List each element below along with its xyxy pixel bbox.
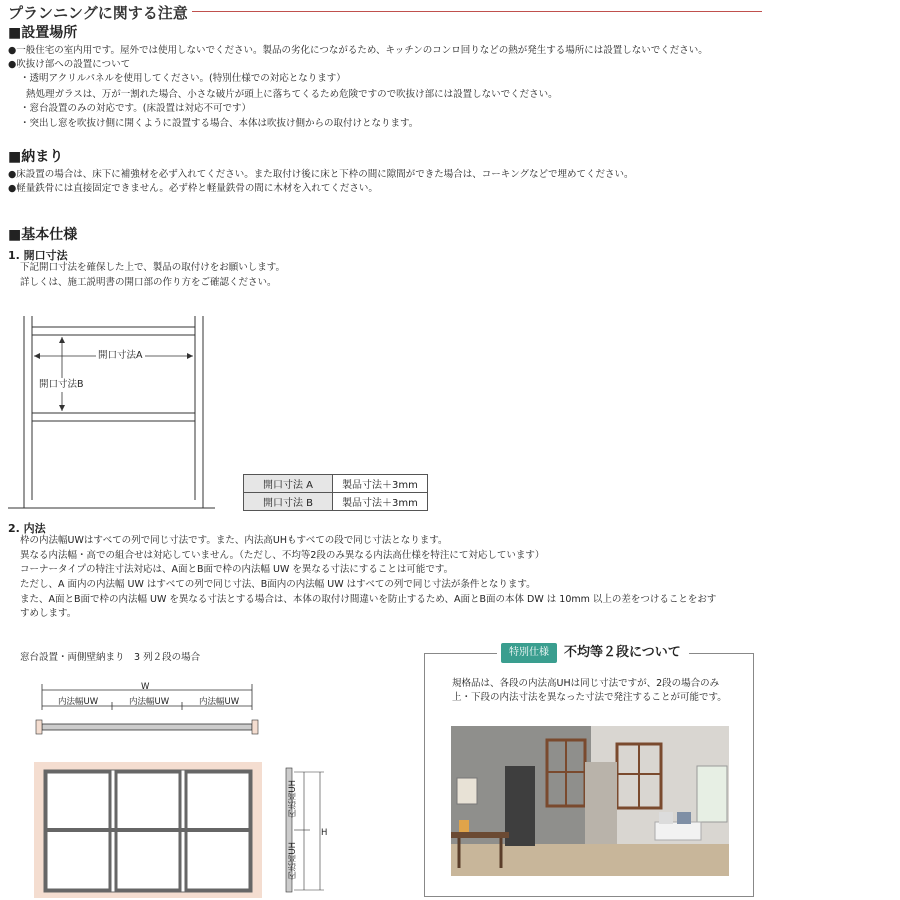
uh-label-1: 内法高UH <box>288 780 298 819</box>
table-row <box>244 475 428 493</box>
install-line-1: ●一般住宅の室内用です。屋外では使用しないでください。製品の劣化につながるため、キッチンのコンロ回りなどの熱が発生する場所には設置しないでください。 <box>8 45 708 56</box>
inner-line-4: ただし、A 面内の内法幅 UW はすべての列で同じ寸法、B面内の内法幅 UW はすべての列で同じ寸法が条件となります。 <box>20 579 536 590</box>
frame-elevation <box>34 762 262 898</box>
special-badge: 特別仕様 <box>501 643 557 663</box>
spec-value: 製品寸法＋3mm <box>333 475 428 493</box>
opening-spec-table <box>243 474 428 511</box>
spec-key: 開口寸法 B <box>244 493 333 511</box>
opening-line-1: 下記開口寸法を確保した上で、製品の取付けをお願いします。 <box>20 262 286 273</box>
room-photo <box>451 726 729 876</box>
special-box-top-rule <box>424 653 497 654</box>
install-line-5: ・窓台設置のみの対応です。(床設置は対応不可です） <box>20 103 251 114</box>
uh-label-2: 内法高UH <box>288 842 298 881</box>
install-heading: ■設置場所 <box>8 25 78 41</box>
page-title: プランニングに関する注意 <box>8 4 188 22</box>
opening-diagram <box>0 310 220 510</box>
inner-title: 2. 内法 <box>8 522 46 535</box>
special-box-top-rule <box>689 653 754 654</box>
diagram-caption: 窓台設置・両側壁納まり 3 列２段の場合 <box>20 652 201 663</box>
spec-key: 開口寸法 A <box>244 475 333 493</box>
spec-heading: ■基本仕様 <box>8 227 78 243</box>
plan-diagram <box>30 680 270 740</box>
install-line-3: ・透明アクリルパネルを使用してください。(特別仕様での対応となります） <box>20 73 346 84</box>
opening-line-2: 詳しくは、施工説明書の開口部の作り方をご確認ください。 <box>20 277 277 288</box>
spec-value: 製品寸法＋3mm <box>333 493 428 511</box>
opening-label-a: 開口寸法A <box>98 350 143 361</box>
opening-title: 1. 開口寸法 <box>8 249 68 262</box>
inner-line-5: また、A面とB面で枠の内法幅 UW を異なる寸法とする場合は、本体の取付け間違いを防止するため、A面とB面の本体 DW は 10mm 以上の差をつけることをおす <box>20 594 717 605</box>
h-label: H <box>321 828 328 838</box>
uw-label-3: 内法幅UW <box>199 697 240 707</box>
fit-line-1: ●床設置の場合は、床下に補強材を必ず入れてください。また取付け後に床と下枠の間に隙間ができた場合は、コーキングなどで埋めてください。 <box>8 169 634 180</box>
uw-label-2: 内法幅UW <box>129 697 170 707</box>
inner-line-3: コーナータイプの特注寸法対応は、A面とB面で枠の内法幅 UW を異なる寸法にすることは可能です。 <box>20 564 454 575</box>
install-line-6: ・突出し窓を吹抜け側に開くように設置する場合、本体は吹抜け側からの取付けとなります。 <box>20 118 419 129</box>
uw-label-1: 内法幅UW <box>58 697 99 707</box>
special-line-1: 規格品は、各段の内法高UHは同じ寸法ですが、2段の場合のみ <box>452 678 720 689</box>
fit-line-2: ●軽量鉄骨には直接固定できません。必ず枠と軽量鉄骨の間に木材を入れてください。 <box>8 183 378 194</box>
fit-heading: ■納まり <box>8 149 64 165</box>
inner-line-1: 枠の内法幅UWはすべての列で同じ寸法です。また、内法高UHもすべての段で同じ寸法となります。 <box>20 535 448 546</box>
inner-line-2: 異なる内法幅・高での組合せは対応していません。（ただし、不均等2段のみ異なる内法高仕様を特注にて対応しています） <box>20 550 545 561</box>
install-line-2: ●吹抜け部への設置について <box>8 59 131 70</box>
special-title: 不均等２段について <box>560 643 685 663</box>
w-label: W <box>141 682 150 692</box>
title-rule <box>192 11 762 12</box>
special-line-2: 上・下段の内法寸法を異なった寸法で発注することが可能です。 <box>452 692 727 703</box>
install-line-4: 熱処理ガラスは、万が一割れた場合、小さな破片が頭上に落ちてくるため危険ですので吹抜け部には設置しないでください。 <box>26 89 558 100</box>
opening-label-b: 開口寸法B <box>39 379 84 390</box>
table-row <box>244 493 428 511</box>
inner-line-6: すめします。 <box>20 608 77 619</box>
